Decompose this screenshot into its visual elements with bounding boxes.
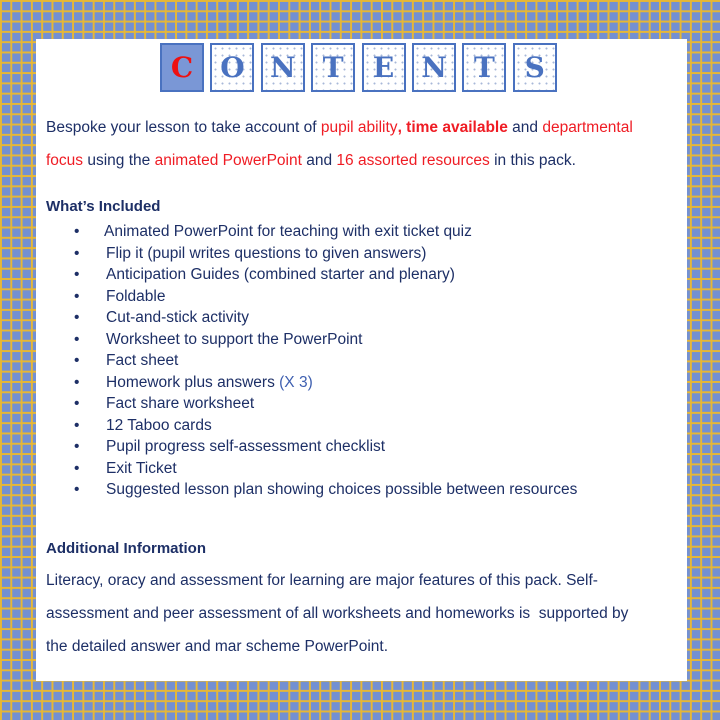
title-letter-tile: O [210, 43, 254, 92]
bullet-icon: • [74, 438, 80, 455]
list-item: • Cut-and-stick activity [46, 307, 666, 329]
list-item: • Fact share worksheet [46, 393, 666, 415]
highlight-focus: focus [46, 152, 84, 169]
title-letter-tile: C [160, 43, 204, 92]
contents-panel [36, 39, 687, 681]
intro-line-1: Bespoke your lesson to take account of pupil ability, time available and departmental [46, 119, 633, 136]
included-items-list [46, 221, 666, 501]
bullet-icon: • [74, 309, 80, 326]
highlight-pupil-ability: pupil ability [320, 119, 398, 136]
bullet-icon: • [74, 395, 80, 412]
bullet-icon: • [74, 330, 80, 348]
additional-line-3: the detailed answer and mar scheme PowerPoint. [46, 638, 389, 655]
intro-line-2: focus using the animated PowerPoint and 16 assorted resources in this pack. [46, 152, 576, 169]
highlight-animated-powerpoint: animated PowerPoint [154, 152, 302, 169]
title-letter-tile: E [362, 43, 406, 92]
additional-line-2: assessment and peer assessment of all worksheets and homeworks is supported by [46, 605, 629, 622]
highlight-time-available: , time available [397, 119, 508, 136]
list-item: • Exit Ticket [46, 458, 666, 480]
bullet-icon: • [74, 287, 80, 305]
list-item: • Foldable [46, 286, 666, 308]
bullet-icon: • [74, 416, 80, 434]
title-letter-tile: S [513, 43, 557, 92]
bullet-icon: • [74, 244, 80, 262]
bullet-icon: • [74, 352, 80, 369]
bullet-icon: • [74, 373, 80, 391]
additional-line-1: Literacy, oracy and assessment for learning are major features of this pack. Self- [46, 572, 598, 589]
list-item: • Fact sheet [46, 350, 666, 372]
list-item: • Suggested lesson plan showing choices possible between resources [46, 479, 666, 501]
list-item: • Animated PowerPoint for teaching with exit ticket quiz [46, 221, 666, 243]
title-letter-tile: T [311, 43, 355, 92]
bullet-icon: • [74, 266, 80, 283]
list-item: • Anticipation Guides (combined starter and plenary) [46, 264, 666, 286]
additional-information-heading: Additional Information [46, 540, 206, 557]
whats-included-heading: What’s Included [46, 198, 161, 215]
additional-information-paragraph [46, 564, 686, 663]
highlight-resource-count: 16 assorted resources [336, 152, 490, 169]
bullet-icon: • [74, 459, 80, 477]
list-item: • 12 Taboo cards [46, 415, 666, 437]
title-letter-tile: N [412, 43, 456, 92]
title-letter-tile: N [261, 43, 305, 92]
title-letter-tile: T [462, 43, 506, 92]
list-item: • Homework plus answers (X 3) [46, 372, 666, 394]
bullet-icon: • [74, 223, 80, 240]
highlight-departmental: departmental [542, 119, 633, 136]
intro-paragraph [46, 111, 686, 177]
list-item: • Worksheet to support the PowerPoint [46, 329, 666, 351]
list-item: • Flip it (pupil writes questions to given answers) [46, 243, 666, 265]
list-item: • Pupil progress self-assessment checklist [46, 436, 666, 458]
bullet-icon: • [74, 481, 80, 498]
homework-count: (X 3) [274, 373, 313, 391]
